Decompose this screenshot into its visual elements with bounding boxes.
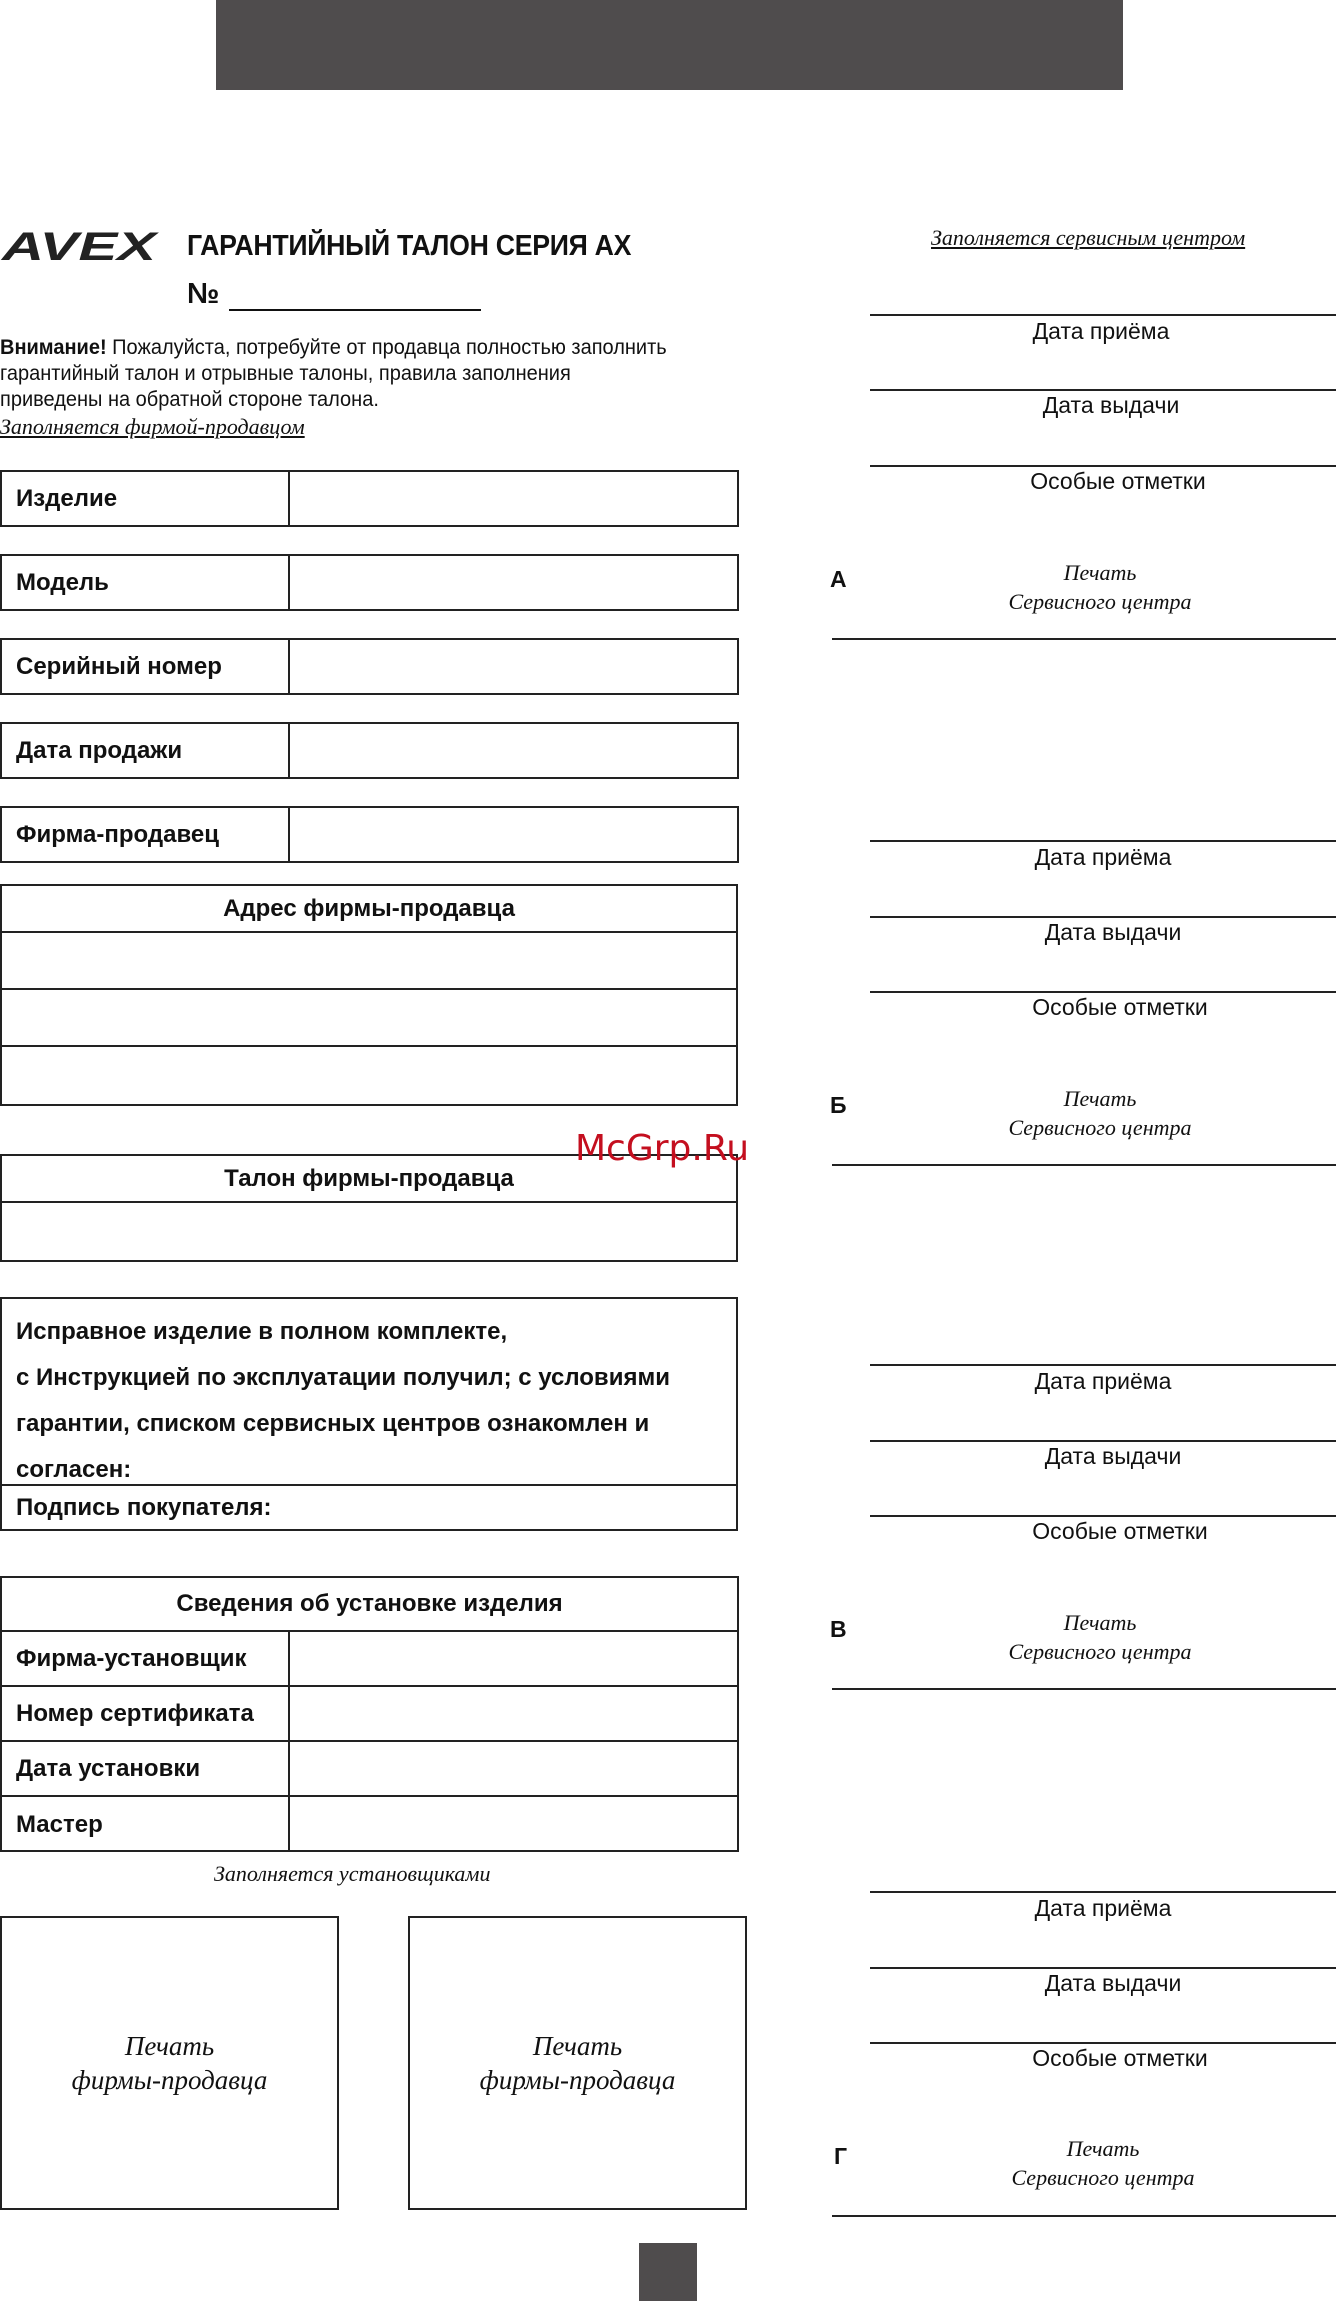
service-stamp — [950, 1084, 1250, 1142]
date-received-label: Дата приёма — [1034, 1895, 1172, 1921]
agreement-line: гарантии, списком сервисных центров ознакомлен и — [16, 1410, 650, 1437]
date-issued-label: Дата выдачи — [1044, 1443, 1182, 1469]
field-value — [290, 808, 737, 861]
agreement-line: с Инструкцией по эксплуатации получил; с условиями — [16, 1364, 670, 1391]
field-row-serial — [0, 638, 739, 695]
page-title: ГАРАНТИЙНЫЙ ТАЛОН СЕРИЯ АХ — [187, 230, 632, 262]
coupon-cut-line — [832, 2215, 1336, 2217]
stamp-line: Сервисного центра — [1008, 589, 1192, 614]
field-value — [290, 724, 737, 777]
attention-bold: Внимание! — [0, 335, 107, 359]
date-received-label: Дата приёма — [1034, 844, 1172, 870]
stamp-line: Сервисного центра — [1008, 1639, 1192, 1664]
date-issued-label: Дата выдачи — [1044, 1970, 1182, 1996]
date-received-label: Дата приёма — [1034, 1368, 1172, 1394]
stamp-line: Печать — [1063, 560, 1137, 585]
coupon-cut-line — [832, 638, 1336, 640]
field-value — [290, 556, 737, 609]
service-stamp — [950, 558, 1250, 616]
stamp-line: Печать — [1063, 1610, 1137, 1635]
coupon-line — [870, 314, 1336, 316]
buyer-agreement — [0, 1297, 738, 1531]
address-line — [2, 1047, 736, 1104]
agreement-line: согласен: — [16, 1456, 132, 1483]
field-value — [290, 472, 737, 525]
special-marks-label: Особые отметки — [1032, 2045, 1208, 2071]
coupon-line — [870, 1967, 1336, 1969]
installation-row — [2, 1742, 737, 1797]
avex-logo — [0, 226, 160, 266]
installation-label: Фирма-установщик — [2, 1632, 290, 1685]
special-marks-label: Особые отметки — [1030, 468, 1206, 494]
seller-stamp-box — [0, 1916, 339, 2210]
field-value — [290, 640, 737, 693]
series-number — [187, 278, 481, 311]
service-stamp — [953, 2134, 1253, 2192]
seller-coupon-table — [0, 1154, 738, 1262]
coupon-letter: Б — [830, 1092, 847, 1118]
stamp-line: Печать — [124, 2031, 215, 2061]
field-row-seller — [0, 806, 739, 863]
svg-text:AVEX: AVEX — [0, 226, 160, 266]
coupon-line — [870, 991, 1336, 993]
stamp-line: фирмы-продавца — [479, 2065, 676, 2095]
stamp-line: Сервисного центра — [1011, 2165, 1195, 2190]
installation-label: Дата установки — [2, 1742, 290, 1795]
coupon-line — [870, 2042, 1336, 2044]
coupon-line — [870, 1515, 1336, 1517]
special-marks-label: Особые отметки — [1032, 994, 1208, 1020]
coupon-cut-line — [832, 1688, 1336, 1690]
coupon-line — [870, 389, 1336, 391]
field-row-sale-date — [0, 722, 739, 779]
installation-label: Номер сертификата — [2, 1687, 290, 1740]
service-stamp — [950, 1608, 1250, 1666]
date-issued-label: Дата выдачи — [1044, 919, 1182, 945]
seller-fill-note: Заполняется фирмой-продавцом — [0, 414, 305, 439]
seller-coupon-line — [2, 1203, 736, 1260]
coupon-line — [870, 1440, 1336, 1442]
seller-stamp-box — [408, 1916, 747, 2210]
stamp-line: Сервисного центра — [1008, 1115, 1192, 1140]
coupon-line — [870, 1364, 1336, 1366]
installation-row — [2, 1687, 737, 1742]
field-label: Серийный номер — [2, 640, 290, 693]
coupon-letter: Г — [834, 2143, 848, 2169]
number-label: № — [187, 278, 220, 310]
field-label: Дата продажи — [2, 724, 290, 777]
coupon-line — [870, 916, 1336, 918]
coupon-letter: А — [830, 566, 847, 592]
field-label: Модель — [2, 556, 290, 609]
header-bar — [216, 0, 1123, 90]
coupon-cut-line — [832, 1164, 1336, 1166]
installation-row — [2, 1797, 737, 1852]
stamp-line: Печать — [1063, 1086, 1137, 1111]
stamp-line: Печать — [532, 2031, 623, 2061]
stamp-line: Печать — [1066, 2136, 1140, 2161]
seller-coupon-header: Талон фирмы-продавца — [2, 1156, 736, 1203]
installers-note: Заполняется установщиками — [214, 1861, 491, 1886]
agreement-text — [2, 1299, 736, 1486]
address-line — [2, 990, 736, 1047]
coupon-line — [870, 840, 1336, 842]
field-row-model — [0, 554, 739, 611]
watermark: McGrp.Ru — [575, 1128, 750, 1169]
installation-row — [2, 1632, 737, 1687]
address-table — [0, 884, 738, 1106]
stamp-line: фирмы-продавца — [71, 2065, 268, 2095]
attention-text: Пожалуйста, потребуйте от продавца полностью заполнить гарантийный талон и отрывные талоны, правила заполнения приведены на обратной стороне талона. — [0, 335, 667, 411]
coupon-line — [870, 465, 1336, 467]
agreement-line: Исправное изделие в полном комплекте, — [16, 1318, 508, 1345]
special-marks-label: Особые отметки — [1032, 1518, 1208, 1544]
coupon-line — [870, 1891, 1336, 1893]
page-number-tab — [639, 2243, 697, 2301]
buyer-signature-label: Подпись покупателя: — [16, 1494, 272, 1521]
coupon-letter: В — [830, 1616, 847, 1642]
date-issued-label: Дата выдачи — [1042, 392, 1180, 418]
address-table-header: Адрес фирмы-продавца — [2, 886, 736, 933]
date-received-label: Дата приёма — [1032, 318, 1170, 344]
field-row-product — [0, 470, 739, 527]
installation-header: Сведения об установке изделия — [2, 1578, 737, 1632]
installation-label: Мастер — [2, 1797, 290, 1852]
field-label: Изделие — [2, 472, 290, 525]
attention-notice — [0, 334, 670, 412]
installation-table — [0, 1576, 739, 1852]
service-fill-note: Заполняется сервисным центром — [931, 225, 1246, 250]
number-line — [229, 285, 481, 311]
address-line — [2, 933, 736, 990]
field-label: Фирма-продавец — [2, 808, 290, 861]
